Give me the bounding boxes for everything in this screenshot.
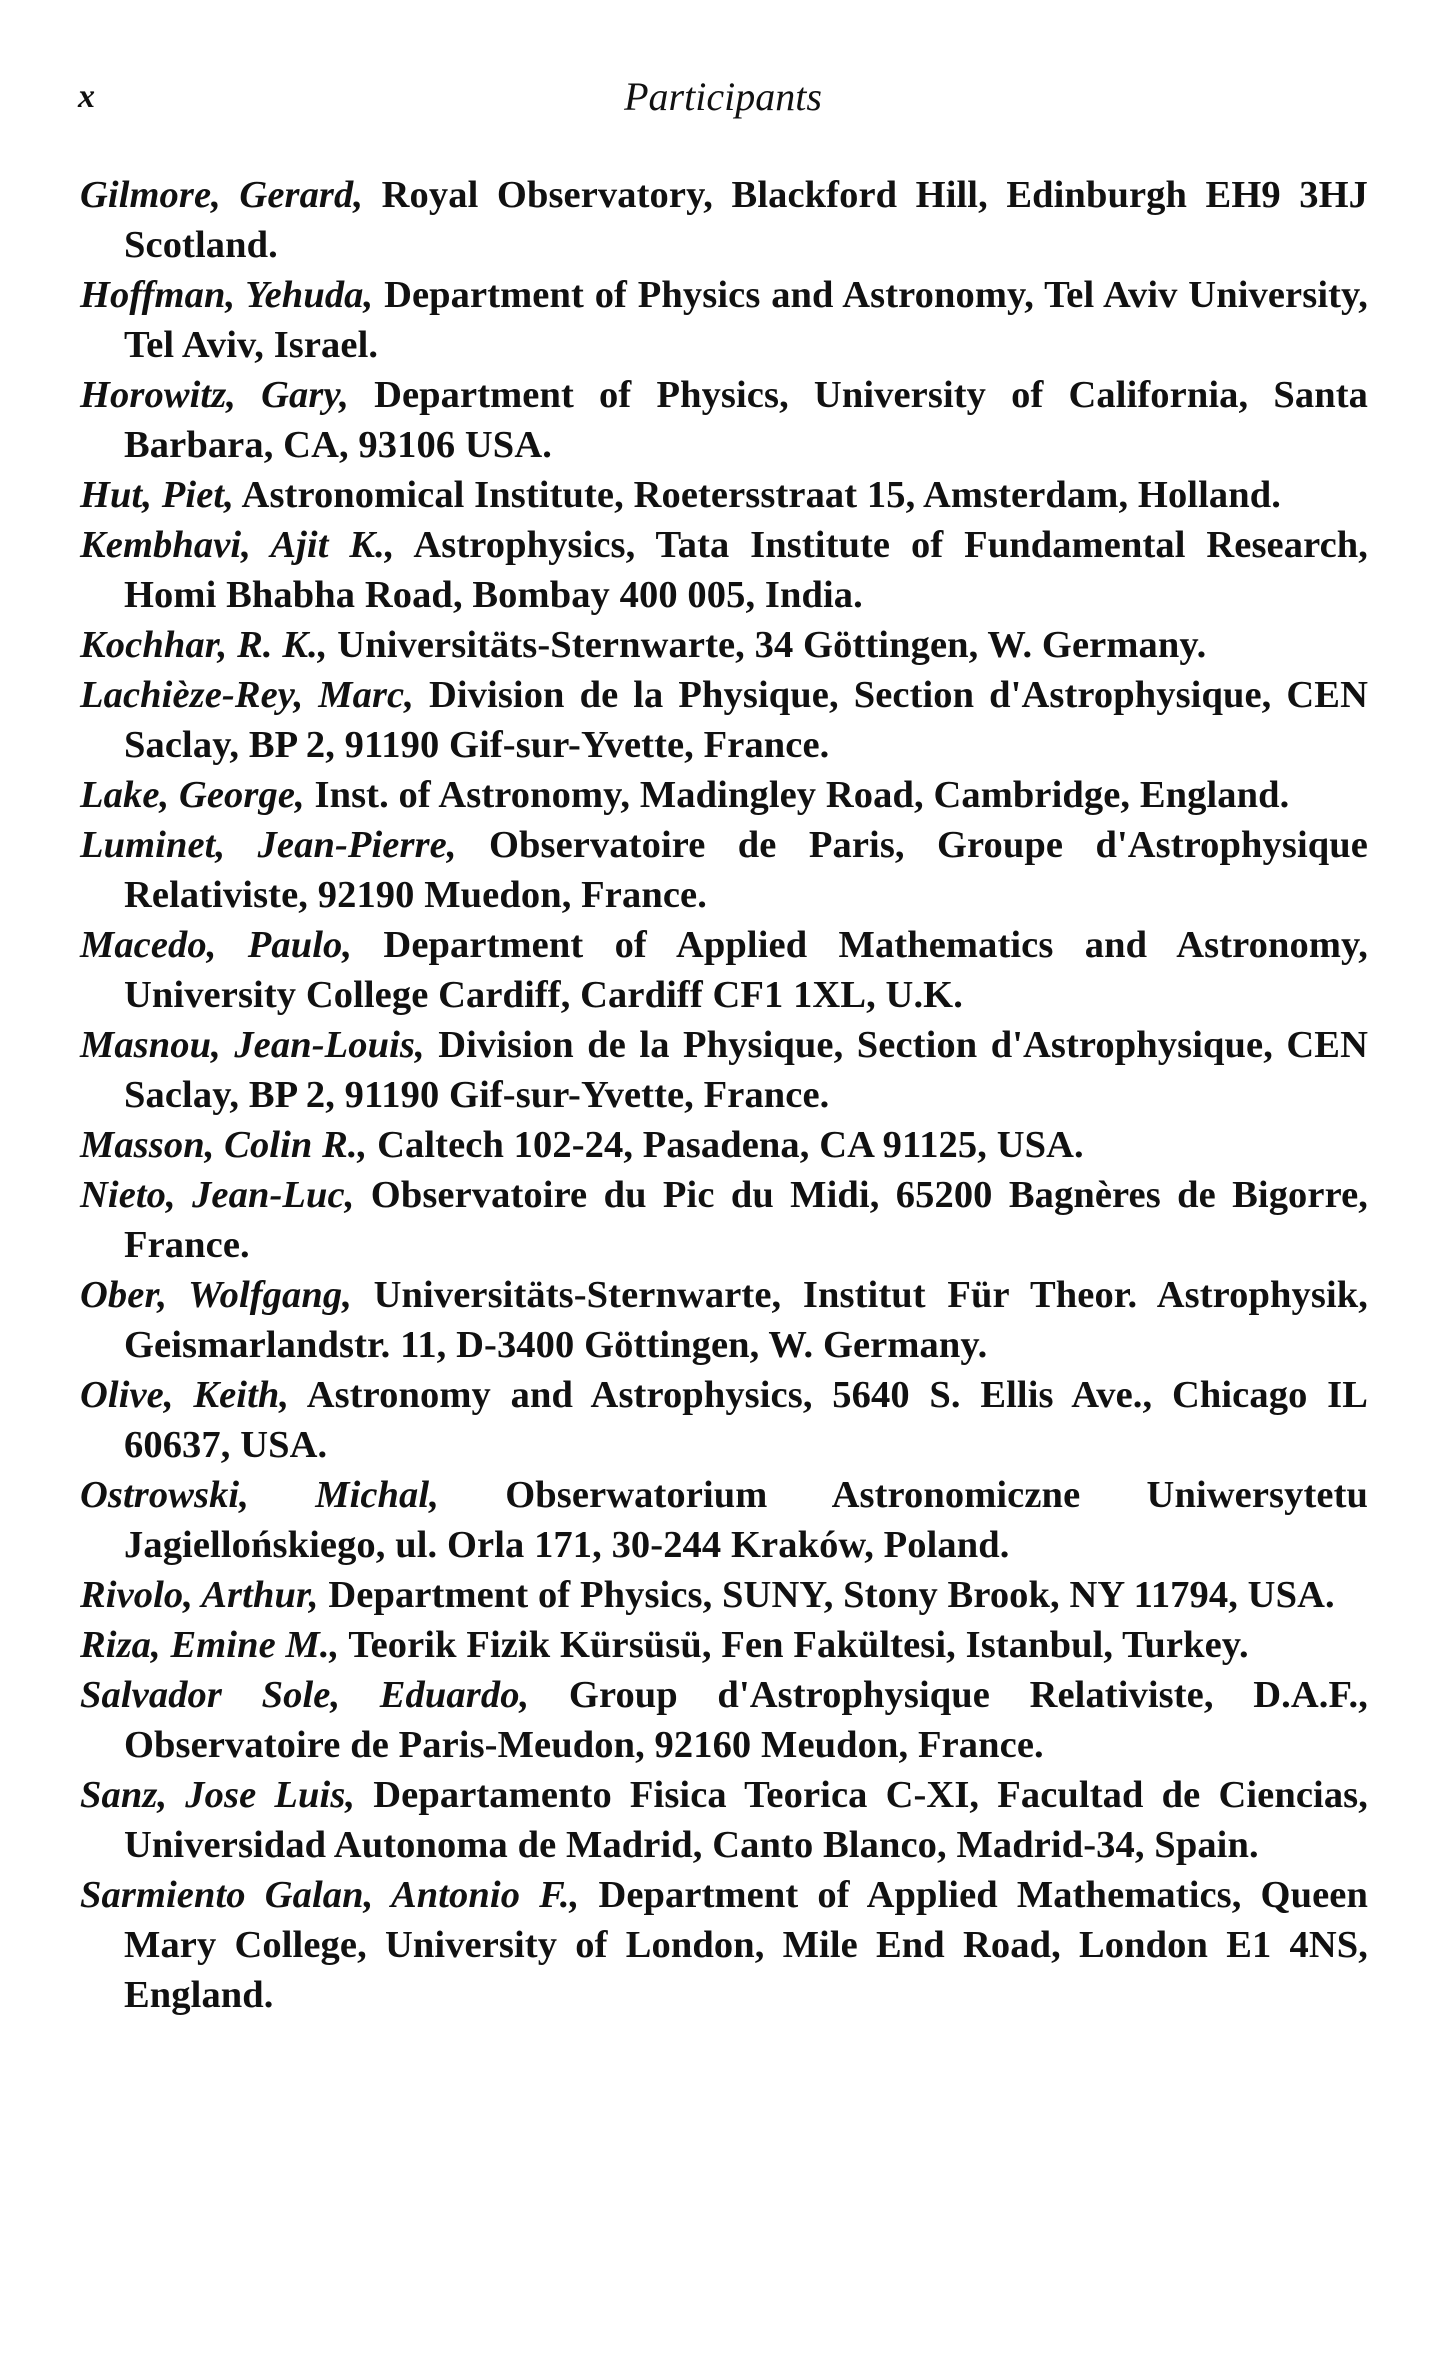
participant-address: Departamento Fisica Teorica C-XI, Facultad de Ciencias, Universidad Autonoma de Madrid, Canto Blanco, Madrid-34, Spain. xyxy=(124,1774,1368,1866)
participant-address: Astronomy and Astrophysics, 5640 S. Ellis Ave., Chicago IL 60637, USA. xyxy=(124,1374,1368,1466)
participant-entry xyxy=(80,620,1368,670)
participant-address: Royal Observatory, Blackford Hill, Edinburgh EH9 3HJ Scotland. xyxy=(124,174,1368,266)
participant-entry xyxy=(80,1370,1368,1470)
participant-entry xyxy=(80,1270,1368,1370)
participant-name: Sanz, Jose Luis, xyxy=(80,1774,356,1816)
participant-address: Astronomical Institute, Roetersstraat 15, Amsterdam, Holland. xyxy=(241,474,1281,516)
running-title: Participants xyxy=(624,74,822,119)
participant-name: Gilmore, Gerard, xyxy=(80,174,364,216)
participant-address: Inst. of Astronomy, Madingley Road, Cambridge, England. xyxy=(314,774,1290,816)
participant-entry xyxy=(80,1620,1368,1670)
participant-entry xyxy=(80,670,1368,770)
participant-entry xyxy=(80,370,1368,470)
participant-entry xyxy=(80,920,1368,1020)
participant-name: Nieto, Jean-Luc, xyxy=(80,1174,355,1216)
participant-entry xyxy=(80,770,1368,820)
running-head xyxy=(78,72,1368,122)
participant-name: Kembhavi, Ajit K., xyxy=(80,524,395,566)
participant-entry xyxy=(80,1470,1368,1570)
participant-address: Department of Physics, University of California, Santa Barbara, CA, 93106 USA. xyxy=(124,374,1368,466)
participant-address: Group d'Astrophysique Relativiste, D.A.F., Observatoire de Paris-Meudon, 92160 Meudon, France. xyxy=(124,1674,1368,1766)
participant-address: Department of Applied Mathematics, Queen Mary College, University of London, Mile End Road, London E1 4NS, England. xyxy=(124,1874,1368,2016)
participant-address: Caltech 102-24, Pasadena, CA 91125, USA. xyxy=(377,1124,1084,1166)
participant-address: Universitäts-Sternwarte, 34 Göttingen, W. Germany. xyxy=(337,624,1207,666)
participant-entry xyxy=(80,270,1368,370)
participant-entry xyxy=(80,1670,1368,1770)
participant-address: Teorik Fizik Kürsüsü, Fen Fakültesi, Istanbul, Turkey. xyxy=(348,1624,1249,1666)
participant-name: Hut, Piet, xyxy=(80,474,234,516)
participant-name: Horowitz, Gary, xyxy=(80,374,349,416)
participant-entry xyxy=(80,470,1368,520)
participant-entry xyxy=(80,1570,1368,1620)
participant-name: Salvador Sole, Eduardo, xyxy=(80,1674,530,1716)
participant-entry xyxy=(80,170,1368,270)
participant-entry xyxy=(80,820,1368,920)
participant-name: Hoffman, Yehuda, xyxy=(80,274,374,316)
participant-name: Luminet, Jean-Pierre, xyxy=(80,824,457,866)
participant-entry xyxy=(80,1870,1368,2020)
participant-name: Kochhar, R. K., xyxy=(80,624,328,666)
participant-name: Masson, Colin R., xyxy=(80,1124,368,1166)
participant-name: Masnou, Jean-Louis, xyxy=(80,1024,425,1066)
participant-address: Obserwatorium Astronomiczne Uniwersytetu Jagiellońskiego, ul. Orla 171, 30-244 Kraków, Poland. xyxy=(124,1474,1369,1566)
participant-address: Observatoire de Paris, Groupe d'Astrophysique Relativiste, 92190 Muedon, France. xyxy=(124,824,1368,916)
participant-entry xyxy=(80,1170,1368,1270)
participant-address: Division de la Physique, Section d'Astrophysique, CEN Saclay, BP 2, 91190 Gif-sur-Yvette, France. xyxy=(124,674,1368,766)
participant-address: Department of Physics, SUNY, Stony Brook, NY 11794, USA. xyxy=(328,1574,1335,1616)
participant-list xyxy=(80,170,1368,2020)
participant-name: Lake, George, xyxy=(80,774,305,816)
participant-entry xyxy=(80,1770,1368,1870)
participant-name: Rivolo, Arthur, xyxy=(80,1574,319,1616)
participant-address: Observatoire du Pic du Midi, 65200 Bagnères de Bigorre, France. xyxy=(124,1174,1368,1266)
participant-name: Ostrowski, Michal, xyxy=(80,1474,439,1516)
participant-name: Lachièze-Rey, Marc, xyxy=(80,674,414,716)
participant-name: Sarmiento Galan, Antonio F., xyxy=(80,1874,580,1916)
participant-name: Riza, Emine M., xyxy=(80,1624,340,1666)
participant-address: Department of Physics and Astronomy, Tel Aviv University, Tel Aviv, Israel. xyxy=(124,274,1368,366)
participant-address: Department of Applied Mathematics and Astronomy, University College Cardiff, Cardiff CF1 1XL, U.K. xyxy=(124,924,1368,1016)
participant-entry xyxy=(80,520,1368,620)
participant-address: Astrophysics, Tata Institute of Fundamental Research, Homi Bhabha Road, Bombay 400 005, India. xyxy=(124,524,1368,616)
page-number: x xyxy=(78,78,95,115)
participant-entry xyxy=(80,1120,1368,1170)
participant-address: Universitäts-Sternwarte, Institut Für Theor. Astrophysik, Geismarlandstr. 11, D-3400 Göttingen, W. Germany. xyxy=(124,1274,1368,1366)
participant-address: Division de la Physique, Section d'Astrophysique, CEN Saclay, BP 2, 91190 Gif-sur-Yvette, France. xyxy=(124,1024,1368,1116)
participant-name: Ober, Wolfgang, xyxy=(80,1274,352,1316)
participant-name: Macedo, Paulo, xyxy=(80,924,353,966)
participant-name: Olive, Keith, xyxy=(80,1374,290,1416)
participant-entry xyxy=(80,1020,1368,1120)
